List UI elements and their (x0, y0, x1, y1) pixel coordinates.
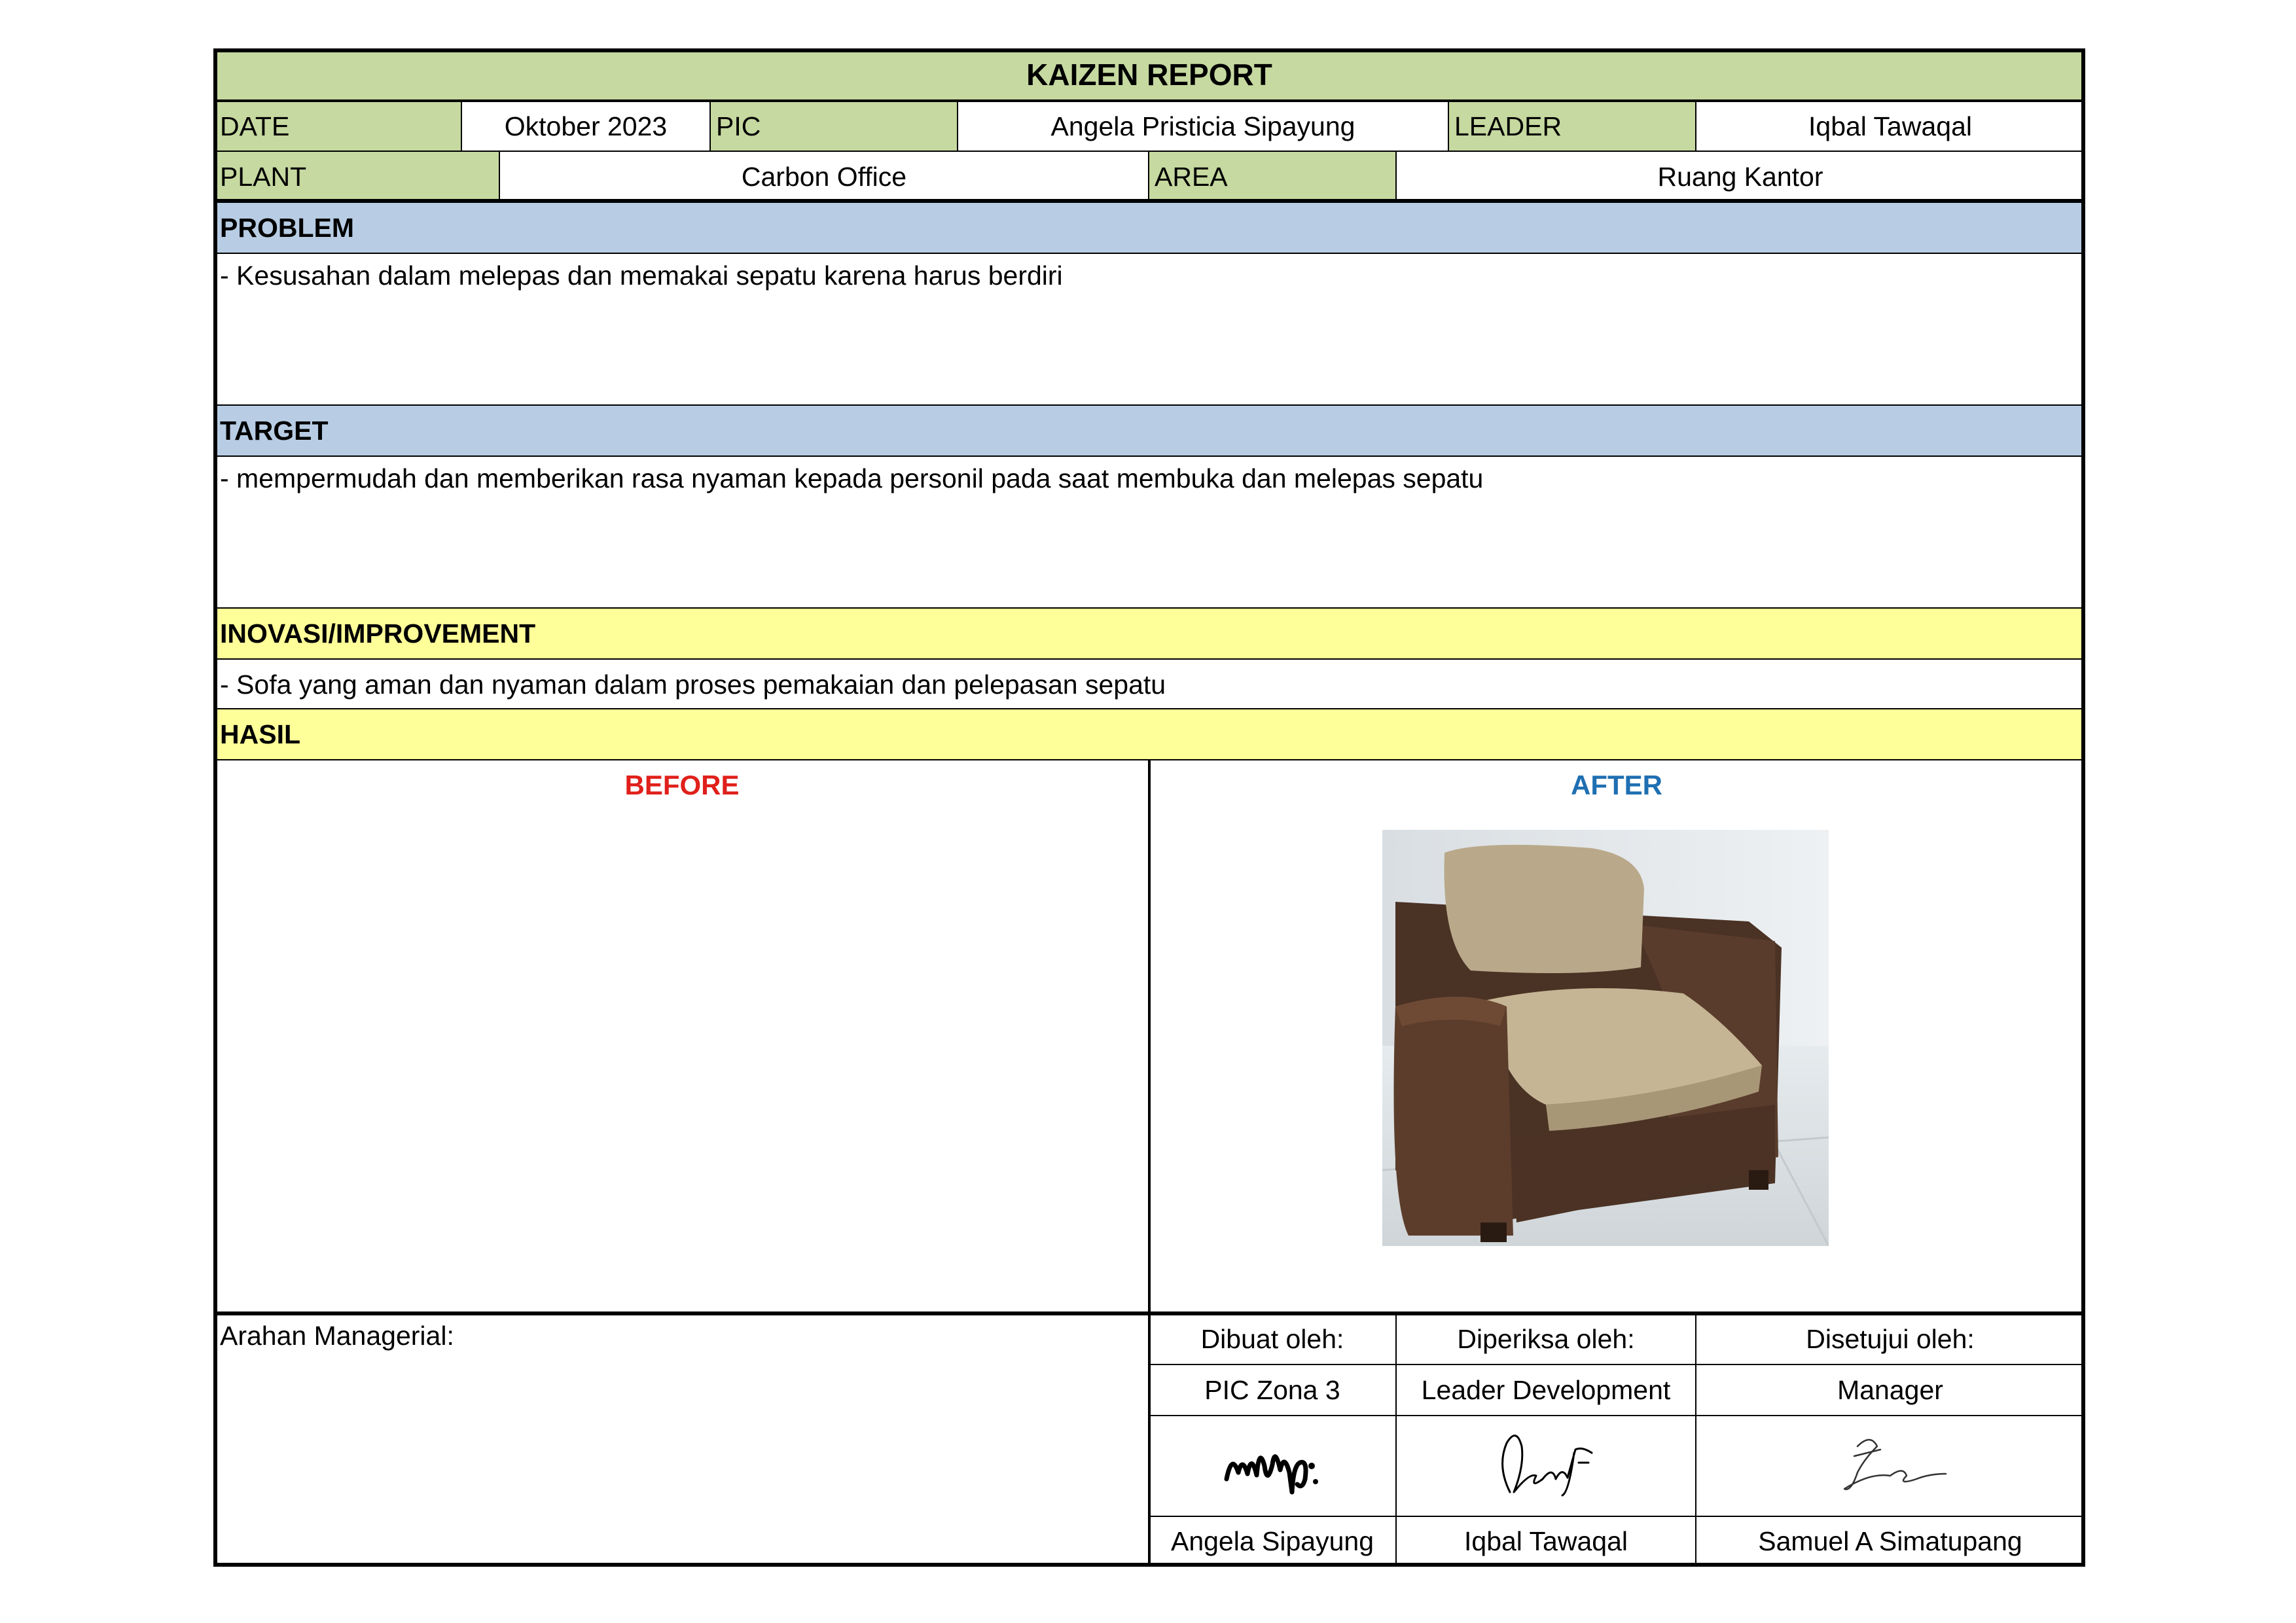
approved-by-name: Samuel A Simatupang (1695, 1516, 2085, 1567)
area-label: AREA (1148, 151, 1397, 203)
innovation-text: - Sofa yang aman dan nyaman dalam proses pemakaian dan pelepasan sepatu (213, 658, 2085, 711)
problem-heading: PROBLEM (213, 202, 2085, 254)
problem-text: - Kesusahan dalam melepas dan memakai sepatu karena harus berdiri (213, 253, 2085, 407)
made-by-role: PIC Zona 3 (1148, 1364, 1397, 1416)
target-text: - mempermudah dan memberikan rasa nyaman kepada personil pada saat membuka dan melepas sepatu (213, 455, 2085, 610)
innovation-heading: INOVASI/IMPROVEMENT (213, 607, 2085, 660)
pic-label: PIC (709, 101, 958, 152)
target-heading: TARGET (213, 404, 2085, 457)
approved-by-role: Manager (1695, 1364, 2085, 1416)
made-by-label: Dibuat oleh: (1148, 1313, 1397, 1365)
approved-by-signature-cell (1695, 1415, 2085, 1517)
made-by-signature-cell (1148, 1415, 1397, 1517)
pic-value: Angela Pristicia Sipayung (957, 101, 1449, 152)
divider-before-after (1148, 759, 1151, 1567)
date-value: Oktober 2023 (461, 101, 711, 152)
checked-by-label: Diperiksa oleh: (1395, 1313, 1696, 1365)
divider-header-bottom (213, 199, 2085, 203)
signature-angela (1220, 1427, 1325, 1505)
after-label: AFTER (1571, 770, 1662, 800)
date-label: DATE (213, 101, 462, 152)
plant-label: PLANT (213, 151, 500, 203)
area-value: Ruang Kantor (1395, 151, 2085, 203)
signature-iqbal (1490, 1427, 1602, 1505)
managerial-label: Arahan Managerial: (220, 1321, 454, 1351)
before-panel (213, 759, 1151, 1315)
managerial-box (213, 1313, 1151, 1567)
made-by-name: Angela Sipayung (1148, 1516, 1397, 1567)
result-heading: HASIL (213, 708, 2085, 760)
before-label: BEFORE (624, 770, 740, 800)
checked-by-name: Iqbal Tawaqal (1395, 1516, 1696, 1567)
report-title: KAIZEN REPORT (213, 48, 2085, 101)
plant-value: Carbon Office (499, 151, 1149, 203)
checked-by-signature-cell (1395, 1415, 1696, 1517)
signature-samuel (1831, 1427, 1949, 1505)
sofa-photo (1382, 830, 1829, 1246)
after-panel (1148, 759, 2085, 1315)
checked-by-role: Leader Development (1395, 1364, 1696, 1416)
approved-by-label: Disetujui oleh: (1695, 1313, 2085, 1365)
leader-value: Iqbal Tawaqal (1695, 101, 2085, 152)
leader-label: LEADER (1448, 101, 1696, 152)
